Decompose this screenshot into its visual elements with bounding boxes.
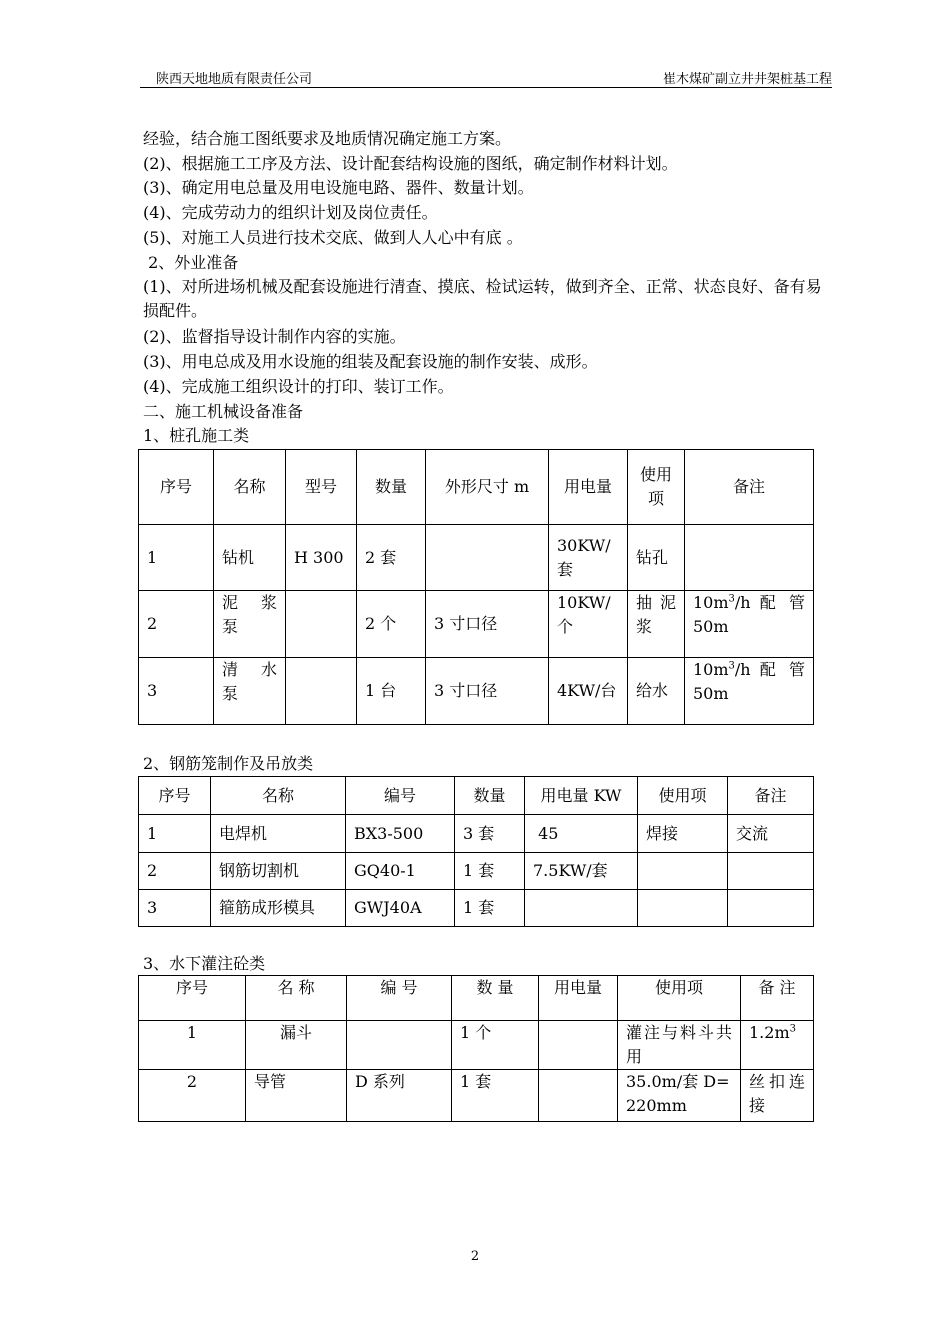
cell xyxy=(426,525,549,591)
table-row xyxy=(139,525,814,591)
cell: 4KW/台 xyxy=(549,658,628,725)
cell: 导管 xyxy=(246,1070,347,1122)
cell: 1 个 xyxy=(452,1021,539,1070)
cell: 30KW/套 xyxy=(549,525,628,591)
cell: 1 套 xyxy=(455,853,525,890)
cell xyxy=(539,1021,618,1070)
table-header-row xyxy=(139,976,814,1021)
header-cell: 型号 xyxy=(286,450,357,525)
table-row xyxy=(139,890,814,927)
cell: 灌注与料斗共用 xyxy=(618,1021,741,1070)
table-underwater-pouring-equipment xyxy=(138,975,814,1122)
cell: 1 套 xyxy=(455,890,525,927)
cell: 泥 浆 泵 xyxy=(214,591,286,658)
cell: 3 xyxy=(139,890,211,927)
table-header-row xyxy=(139,450,814,525)
cell: 3 寸口径 xyxy=(426,658,549,725)
cell: 钻机 xyxy=(214,525,286,591)
cell: $10m^3/h$ 配 管 50m xyxy=(685,591,814,658)
header-cell: 用电量 xyxy=(549,450,628,525)
page-header xyxy=(140,68,832,88)
paragraph: (1)、对所进场机械及配套设施进行清查、摸底、检试运转，做到齐全、正常、状态良好、备有易损配件。 xyxy=(143,277,822,320)
table2-title: 2、钢筋笼制作及吊放类 xyxy=(143,754,314,773)
cell xyxy=(286,591,357,658)
header-cell: 用电量 xyxy=(539,976,618,1021)
header-cell: 外形尺寸 m xyxy=(426,450,549,525)
header-cell: 使用项 xyxy=(638,777,728,815)
header-cell: 数量 xyxy=(357,450,426,525)
cell: 清 水 泵 xyxy=(214,658,286,725)
cell: 45 xyxy=(525,815,638,853)
header-cell: 名 称 xyxy=(246,976,347,1021)
cell: 抽 泥 浆 xyxy=(628,591,685,658)
table-row xyxy=(139,1070,814,1122)
paragraph: 经验，结合施工图纸要求及地质情况确定施工方案。 xyxy=(143,129,512,148)
header-cell: 备 注 xyxy=(741,976,814,1021)
cell: 焊接 xyxy=(638,815,728,853)
cell: $1.2m^3$ xyxy=(741,1021,814,1070)
cell: 箍筋成形模具 xyxy=(211,890,346,927)
cell: 2 xyxy=(139,591,214,658)
cell: $10m^3/h$ 配 管 50m xyxy=(685,658,814,725)
cell: 1 台 xyxy=(357,658,426,725)
paragraph: (3)、确定用电总量及用电设施电路、器件、数量计划。 xyxy=(143,178,534,197)
cell xyxy=(347,1021,452,1070)
cell xyxy=(728,890,814,927)
cell: 钻孔 xyxy=(628,525,685,591)
paragraph: (3)、用电总成及用水设施的组装及配套设施的制作安装、成形。 xyxy=(143,352,598,371)
table-row xyxy=(139,853,814,890)
cell: BX3-500 xyxy=(346,815,455,853)
header-cell: 编号 xyxy=(346,777,455,815)
paragraph: (4)、完成施工组织设计的打印、装订工作。 xyxy=(143,377,454,396)
paragraph: (2)、监督指导设计制作内容的实施。 xyxy=(143,327,406,346)
header-cell: 名称 xyxy=(214,450,286,525)
header-cell: 备注 xyxy=(728,777,814,815)
header-company: 陕西天地地质有限责任公司 xyxy=(156,72,313,87)
cell xyxy=(286,658,357,725)
subsection-heading: 2、外业准备 xyxy=(143,253,239,272)
cell: 1 套 xyxy=(452,1070,539,1122)
cell: 丝扣连接 xyxy=(741,1070,814,1122)
cell: 2 套 xyxy=(357,525,426,591)
cell: 2 xyxy=(139,1070,246,1122)
cell: GQ40-1 xyxy=(346,853,455,890)
cell: 2 个 xyxy=(357,591,426,658)
cell: 1 xyxy=(139,1021,246,1070)
header-cell: 数 量 xyxy=(452,976,539,1021)
section-heading: 二、施工机械设备准备 xyxy=(143,402,304,421)
page-number: 2 xyxy=(470,1249,480,1264)
cell: 漏斗 xyxy=(246,1021,347,1070)
header-cell: 序号 xyxy=(139,777,211,815)
table-rebar-cage-equipment xyxy=(138,776,814,927)
header-cell: 使用项 xyxy=(618,976,741,1021)
header-cell: 序号 xyxy=(139,450,214,525)
table-row xyxy=(139,591,814,658)
cell: 1 xyxy=(139,525,214,591)
header-cell: 数量 xyxy=(455,777,525,815)
header-cell: 备注 xyxy=(685,450,814,525)
table-pile-hole-equipment xyxy=(138,449,814,725)
cell: 35.0m/套 D=220mm xyxy=(618,1070,741,1122)
cell: 给水 xyxy=(628,658,685,725)
cell xyxy=(685,525,814,591)
header-cell: 用电量 KW xyxy=(525,777,638,815)
cell: D 系列 xyxy=(347,1070,452,1122)
cell: H 300 xyxy=(286,525,357,591)
cell: 3 xyxy=(139,658,214,725)
cell: 10KW/个 xyxy=(549,591,628,658)
cell: 3 套 xyxy=(455,815,525,853)
paragraph: (5)、对施工人员进行技术交底、做到人人心中有底 。 xyxy=(143,228,523,247)
cell: 7.5KW/套 xyxy=(525,853,638,890)
header-cell: 名称 xyxy=(211,777,346,815)
cell: 钢筋切割机 xyxy=(211,853,346,890)
cell xyxy=(638,890,728,927)
cell: 交流 xyxy=(728,815,814,853)
cell xyxy=(525,890,638,927)
cell xyxy=(539,1070,618,1122)
table-header-row xyxy=(139,777,814,815)
table3-title: 3、水下灌注砼类 xyxy=(143,954,266,973)
header-cell: 序号 xyxy=(139,976,246,1021)
paragraph: (4)、完成劳动力的组织计划及岗位责任。 xyxy=(143,203,438,222)
table1-title: 1、桩孔施工类 xyxy=(143,426,250,445)
cell: 电焊机 xyxy=(211,815,346,853)
header-cell: 使用项 xyxy=(628,450,685,525)
table-row xyxy=(139,658,814,725)
cell: 2 xyxy=(139,853,211,890)
header-project: 崔木煤矿副立井井架桩基工程 xyxy=(662,72,832,87)
cell: 3 寸口径 xyxy=(426,591,549,658)
table-row xyxy=(139,815,814,853)
cell: 1 xyxy=(139,815,211,853)
table-row xyxy=(139,1021,814,1070)
cell xyxy=(728,853,814,890)
cell xyxy=(638,853,728,890)
paragraph: (2)、根据施工工序及方法、设计配套结构设施的图纸，确定制作材料计划。 xyxy=(143,154,678,173)
cell: GWJ40A xyxy=(346,890,455,927)
header-cell: 编 号 xyxy=(347,976,452,1021)
